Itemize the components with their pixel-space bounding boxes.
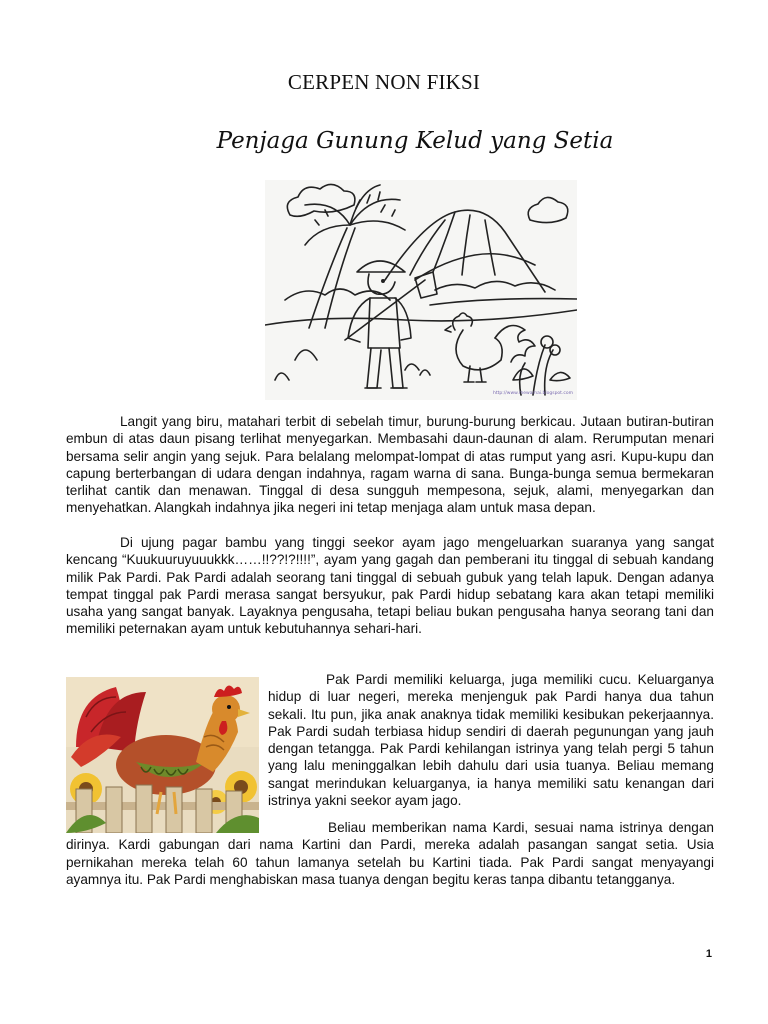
- paragraph-1: Langit yang biru, matahari terbit di sebelah timur, burung-burung berkicau. Jutaan butiran-butiran embun di atas daun pisang terlihat menyegarkan. Membasahi daun-daunan di alam. Rerumputan menari bersama selir angin yang sejuk. Para belalang melompat-lompat di atas rumput yang asri. Kupu-kupu dan capung berterbangan di udara dengan indahnya, ragam warna di sana. Bunga-bunga semua bermekaran terlihat cantik dan menawan. Tinggal di desa sungguh mempesona, sejuk, alami, menyegarkan dan menyehatkan. Alangkah indahnya jika negeri ini tetap menjaga alam untuk masa depan.: [66, 414, 714, 516]
- page-number: 1: [705, 948, 712, 960]
- farmer-mountain-illustration: [265, 180, 577, 400]
- rooster-painting: [66, 677, 259, 833]
- document-heading: CERPEN NON FIKSI: [287, 70, 481, 94]
- illustration-credit: http://www.mewarnai.blogspot.com: [493, 391, 573, 396]
- paragraph-2: Di ujung pagar bambu yang tinggi seekor ayam jago mengeluarkan suaranya yang sangat kencang “Kuukuuruyuuukkk……!!??!?!!!!”, ayam yang gagah dan pemberani itu tinggal di sebuah kandang milik Pak Pardi. Pak Pardi adalah seorang tani tinggal di sebuah gubuk yang telah lapuk. Dengan adanya tempat tinggal pak Pardi merasa sangat bersyukur, pak Pardi hidup sebatang kara akan tetapi memiliki usaha yang sangat banyak. Layaknya pengusaha, tetapi beliau bukan pengusaha hanya seorang tani dan memiliki peternakan ayam untuk kebutuhannya sehari-hari.: [66, 535, 714, 637]
- paragraph-4: Beliau memberikan nama Kardi, sesuai nama istrinya dengan dirinya. Kardi gabungan dari nama Kartini dan Pardi, mereka adalah pasangan sangat setia. Usia pernikahan mereka telah 60 tahun lamanya setelah bu Kartini tiada. Pak Pardi sangat menyayangi ayamnya itu. Pak Pardi menghabiskan masa tuanya dengan begitu keras tanpa dibantu tetangganya.: [66, 820, 714, 887]
- story-title: Penjaga Gunung Kelud yang Setia: [216, 128, 614, 154]
- paragraph-3: Pak Pardi memiliki keluarga, juga memiliki cucu. Keluarganya hidup di luar negeri, mereka menjenguk pak Pardi hanya dua tahun sekali. Itu pun, jika anak anaknya tidak memiliki kesibukan pekerjaannya. Pak Pardi sudah terbiasa hidup sendiri di daerah pegunungan yang jauh dengan tetangga. Pak Pardi kehilangan istrinya yang telah pergi 5 tahun yang lalu meninggalkan lebih dahulu dari usia tuanya. Beliau memang sangat merindukan keluarganya, ia hanya memiliki satu kenangan dari istrinya yakni seekor ayam jago.: [268, 672, 714, 809]
- line-art-drawing: [265, 180, 577, 400]
- rooster-picture-drawing: [66, 677, 259, 833]
